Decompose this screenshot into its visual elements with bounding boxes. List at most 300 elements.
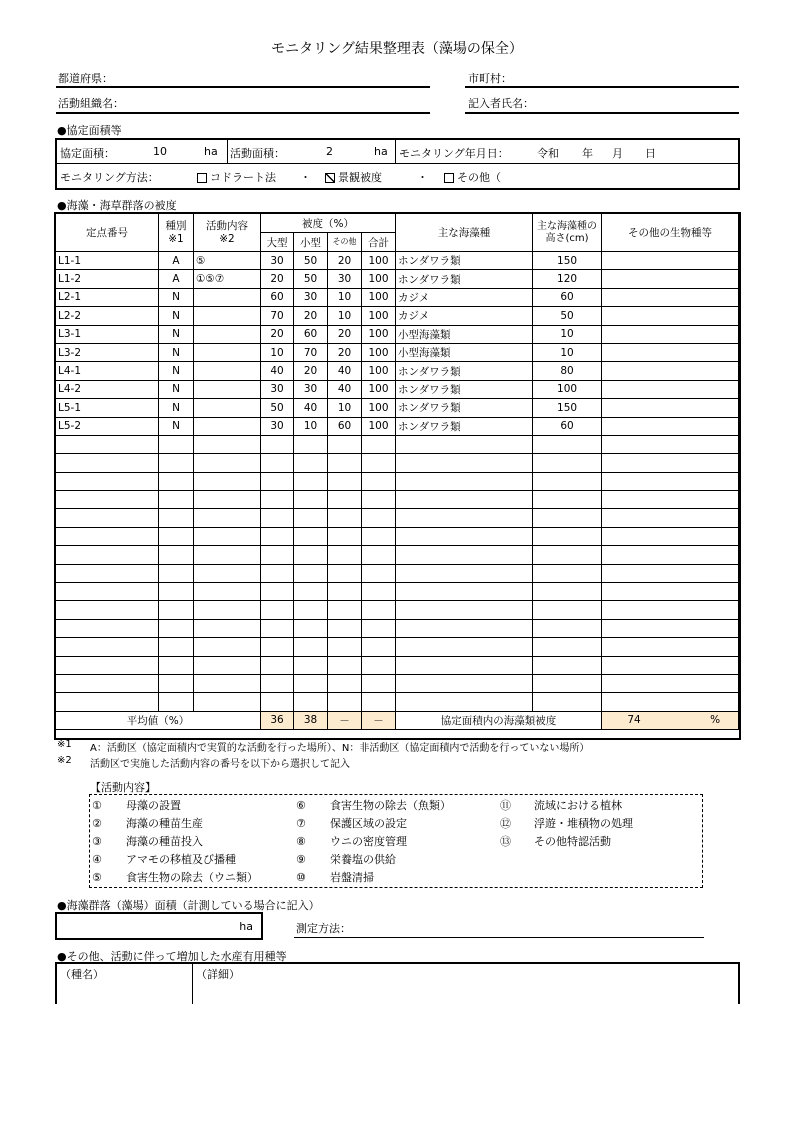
cell-other[interactable] xyxy=(328,564,362,582)
cell-species[interactable] xyxy=(396,693,533,711)
cell-height[interactable]: 60 xyxy=(533,288,602,306)
table-row xyxy=(56,601,739,619)
cell-small[interactable] xyxy=(294,546,328,564)
bed-area-unit: ha xyxy=(239,920,253,933)
cell-total[interactable] xyxy=(362,472,396,490)
cell-species[interactable] xyxy=(396,564,533,582)
cell-total[interactable] xyxy=(362,491,396,509)
cell-height[interactable]: 10 xyxy=(533,343,602,361)
cell-small[interactable] xyxy=(294,527,328,545)
cell-species[interactable] xyxy=(396,583,533,601)
cell-height[interactable] xyxy=(533,693,602,711)
cell-other-species[interactable] xyxy=(602,325,739,343)
year-unit: 年 xyxy=(582,147,593,160)
table-row xyxy=(56,288,739,306)
cell-other[interactable]: 20 xyxy=(328,343,362,361)
cell-total[interactable]: 100 xyxy=(362,307,396,325)
table-row xyxy=(56,546,739,564)
cell-type[interactable] xyxy=(159,491,194,509)
activity-number: ⑧ xyxy=(296,835,306,848)
cell-total[interactable] xyxy=(362,656,396,674)
cell-activity[interactable] xyxy=(194,546,261,564)
cell-other-species[interactable] xyxy=(602,491,739,509)
cell-small[interactable] xyxy=(294,583,328,601)
cell-total[interactable] xyxy=(362,509,396,527)
cell-species[interactable] xyxy=(396,656,533,674)
activity-number: ① xyxy=(92,799,102,812)
cell-species[interactable] xyxy=(396,435,533,453)
cell-total[interactable]: 100 xyxy=(362,288,396,306)
cell-height[interactable] xyxy=(533,583,602,601)
cell-other[interactable] xyxy=(328,546,362,564)
activity-item xyxy=(92,797,258,815)
cell-other[interactable] xyxy=(328,472,362,490)
cell-small[interactable] xyxy=(294,656,328,674)
cell-species[interactable]: ホンダワラ類 xyxy=(396,399,533,417)
cell-species[interactable]: ホンダワラ類 xyxy=(396,417,533,435)
cell-other[interactable]: 30 xyxy=(328,270,362,288)
method-scenic-option[interactable]: 景観被度 xyxy=(325,169,382,185)
cell-height[interactable] xyxy=(533,638,602,656)
col-header-type: 種別 ※1 xyxy=(159,214,194,252)
cell-type[interactable]: N xyxy=(159,325,194,343)
cell-other[interactable] xyxy=(328,693,362,711)
cell-total[interactable] xyxy=(362,546,396,564)
cell-other[interactable]: 40 xyxy=(328,362,362,380)
activity-item xyxy=(500,797,633,815)
cell-other-species[interactable] xyxy=(602,583,739,601)
method-other-option[interactable]: その他（ xyxy=(444,169,501,185)
cell-height[interactable]: 10 xyxy=(533,325,602,343)
cell-activity[interactable] xyxy=(194,693,261,711)
cell-point[interactable] xyxy=(56,472,159,490)
cell-activity[interactable] xyxy=(194,619,261,637)
cell-large[interactable] xyxy=(261,435,294,453)
cell-total[interactable]: 100 xyxy=(362,380,396,398)
cell-type[interactable] xyxy=(159,509,194,527)
cell-type[interactable] xyxy=(159,656,194,674)
cell-total[interactable]: 100 xyxy=(362,399,396,417)
cell-height[interactable]: 120 xyxy=(533,270,602,288)
cell-activity[interactable] xyxy=(194,509,261,527)
cell-other-species[interactable] xyxy=(602,454,739,472)
cell-activity[interactable] xyxy=(194,343,261,361)
cell-other[interactable]: 10 xyxy=(328,399,362,417)
cell-point[interactable]: L1-2 xyxy=(56,270,159,288)
cell-species[interactable] xyxy=(396,638,533,656)
cell-type[interactable]: N xyxy=(159,307,194,325)
cell-small[interactable]: 70 xyxy=(294,343,328,361)
cell-large[interactable] xyxy=(261,638,294,656)
average-total: － xyxy=(362,711,396,729)
cell-other[interactable] xyxy=(328,619,362,637)
cell-total[interactable] xyxy=(362,674,396,692)
cell-large[interactable] xyxy=(261,601,294,619)
cell-other-species[interactable] xyxy=(602,546,739,564)
cell-other-species[interactable] xyxy=(602,674,739,692)
cell-large[interactable] xyxy=(261,491,294,509)
cell-species[interactable] xyxy=(396,472,533,490)
agreement-coverage-unit: % xyxy=(710,714,721,727)
cell-other[interactable] xyxy=(328,656,362,674)
cell-total[interactable]: 100 xyxy=(362,325,396,343)
cell-point[interactable]: L5-2 xyxy=(56,417,159,435)
cell-type[interactable]: N xyxy=(159,417,194,435)
note-2-text: 活動区で実施した活動内容の番号を以下から選択して記入 xyxy=(90,759,350,770)
cell-species[interactable]: ホンダワラ類 xyxy=(396,252,533,270)
cell-type[interactable] xyxy=(159,693,194,711)
cell-other[interactable]: 10 xyxy=(328,307,362,325)
cell-height[interactable]: 100 xyxy=(533,380,602,398)
page-title: モニタリング結果整理表（藻場の保全） xyxy=(271,41,523,57)
cell-total[interactable] xyxy=(362,454,396,472)
checked-checkbox-icon[interactable] xyxy=(325,173,335,183)
cell-other-species[interactable] xyxy=(602,252,739,270)
cell-other-species[interactable] xyxy=(602,619,739,637)
measure-method-field[interactable] xyxy=(294,937,704,938)
cell-point[interactable] xyxy=(56,638,159,656)
cell-activity[interactable] xyxy=(194,491,261,509)
activity-item xyxy=(92,869,258,887)
cell-activity[interactable] xyxy=(194,674,261,692)
detail-label: （詳細） xyxy=(196,968,240,981)
cell-type[interactable]: N xyxy=(159,288,194,306)
cell-large[interactable] xyxy=(261,583,294,601)
cell-large[interactable] xyxy=(261,527,294,545)
cell-activity[interactable]: ①⑤⑦ xyxy=(194,270,261,288)
cell-point[interactable]: L2-1 xyxy=(56,288,159,306)
cell-other-species[interactable] xyxy=(602,564,739,582)
cell-total[interactable] xyxy=(362,435,396,453)
cell-other-species[interactable] xyxy=(602,307,739,325)
cell-height[interactable] xyxy=(533,491,602,509)
col-header-activity: 活動内容 ※2 xyxy=(194,214,261,252)
cell-species[interactable] xyxy=(396,674,533,692)
cell-point[interactable]: L3-1 xyxy=(56,325,159,343)
cell-height[interactable] xyxy=(533,546,602,564)
method-quadrat-option[interactable]: コドラート法 xyxy=(197,169,276,185)
cell-height[interactable] xyxy=(533,674,602,692)
cell-point[interactable] xyxy=(56,693,159,711)
cell-height[interactable]: 60 xyxy=(533,417,602,435)
cell-activity[interactable] xyxy=(194,307,261,325)
cell-large[interactable] xyxy=(261,564,294,582)
cell-other-species[interactable] xyxy=(602,693,739,711)
cell-small[interactable] xyxy=(294,674,328,692)
cell-total[interactable]: 100 xyxy=(362,270,396,288)
col-header-other-species: その他の生物種等 xyxy=(602,214,739,252)
resources-box xyxy=(55,962,740,1004)
cell-other[interactable] xyxy=(328,674,362,692)
cell-species[interactable]: 小型海藻類 xyxy=(396,343,533,361)
cell-large[interactable] xyxy=(261,693,294,711)
cell-large[interactable]: 30 xyxy=(261,380,294,398)
average-other: － xyxy=(328,711,362,729)
cell-other-species[interactable] xyxy=(602,656,739,674)
cell-other-species[interactable] xyxy=(602,472,739,490)
cell-height[interactable] xyxy=(533,435,602,453)
cell-height[interactable] xyxy=(533,472,602,490)
activity-item xyxy=(92,851,258,869)
cell-large[interactable]: 10 xyxy=(261,343,294,361)
cell-type[interactable] xyxy=(159,546,194,564)
cell-other-species[interactable] xyxy=(602,527,739,545)
cell-height[interactable] xyxy=(533,601,602,619)
cell-type[interactable]: A xyxy=(159,252,194,270)
cell-large[interactable]: 20 xyxy=(261,325,294,343)
cell-point[interactable] xyxy=(56,435,159,453)
cell-other[interactable]: 40 xyxy=(328,380,362,398)
cell-other[interactable] xyxy=(328,583,362,601)
cell-activity[interactable] xyxy=(194,472,261,490)
cell-activity[interactable] xyxy=(194,601,261,619)
cell-height[interactable] xyxy=(533,619,602,637)
cell-small[interactable]: 30 xyxy=(294,288,328,306)
cell-large[interactable]: 40 xyxy=(261,362,294,380)
cell-type[interactable] xyxy=(159,435,194,453)
cell-other-species[interactable] xyxy=(602,399,739,417)
cell-large[interactable] xyxy=(261,619,294,637)
cell-other[interactable] xyxy=(328,454,362,472)
cell-total[interactable] xyxy=(362,527,396,545)
cell-other[interactable] xyxy=(328,491,362,509)
cell-other[interactable]: 10 xyxy=(328,288,362,306)
cell-large[interactable]: 20 xyxy=(261,270,294,288)
cell-small[interactable]: 20 xyxy=(294,362,328,380)
cell-other[interactable] xyxy=(328,509,362,527)
cell-activity[interactable] xyxy=(194,325,261,343)
activity-area-value[interactable]: 2 xyxy=(326,145,333,158)
cell-type[interactable]: A xyxy=(159,270,194,288)
cell-height[interactable] xyxy=(533,527,602,545)
cell-species[interactable] xyxy=(396,527,533,545)
cell-large[interactable] xyxy=(261,472,294,490)
cell-point[interactable]: L1-1 xyxy=(56,252,159,270)
cell-other-species[interactable] xyxy=(602,509,739,527)
checkbox-icon[interactable] xyxy=(444,173,454,183)
cell-large[interactable]: 30 xyxy=(261,252,294,270)
cell-type[interactable]: N xyxy=(159,399,194,417)
cell-species[interactable]: カジメ xyxy=(396,307,533,325)
col-header-small: 小型 xyxy=(294,233,328,252)
cell-large[interactable]: 60 xyxy=(261,288,294,306)
cell-species[interactable]: 小型海藻類 xyxy=(396,325,533,343)
table-row xyxy=(56,417,739,435)
coverage-table xyxy=(55,213,739,730)
cell-activity[interactable]: ⑤ xyxy=(194,252,261,270)
cell-other-species[interactable] xyxy=(602,380,739,398)
cell-total[interactable]: 100 xyxy=(362,362,396,380)
cell-small[interactable]: 60 xyxy=(294,325,328,343)
cell-other-species[interactable] xyxy=(602,435,739,453)
cell-activity[interactable] xyxy=(194,417,261,435)
cell-activity[interactable] xyxy=(194,454,261,472)
activity-label: その他特認活動 xyxy=(534,835,611,848)
cell-point[interactable] xyxy=(56,491,159,509)
cell-activity[interactable] xyxy=(194,362,261,380)
cell-species[interactable]: ホンダワラ類 xyxy=(396,362,533,380)
org-field[interactable] xyxy=(56,112,430,114)
cell-small[interactable] xyxy=(294,435,328,453)
prefecture-field[interactable] xyxy=(56,86,430,88)
cell-species[interactable]: カジメ xyxy=(396,288,533,306)
activity-item xyxy=(296,833,451,851)
activity-number: ⑨ xyxy=(296,853,306,866)
cell-other-species[interactable] xyxy=(602,288,739,306)
cell-total[interactable] xyxy=(362,638,396,656)
cell-point[interactable] xyxy=(56,509,159,527)
activity-number: ⑦ xyxy=(296,817,306,830)
cell-other[interactable]: 60 xyxy=(328,417,362,435)
city-field[interactable] xyxy=(465,86,739,88)
cell-type[interactable]: N xyxy=(159,343,194,361)
cell-activity[interactable] xyxy=(194,583,261,601)
cell-species[interactable]: ホンダワラ類 xyxy=(396,380,533,398)
cell-activity[interactable] xyxy=(194,399,261,417)
cell-type[interactable] xyxy=(159,583,194,601)
cell-height[interactable] xyxy=(533,509,602,527)
cell-height[interactable]: 80 xyxy=(533,362,602,380)
cell-point[interactable]: L5-1 xyxy=(56,399,159,417)
cell-type[interactable] xyxy=(159,638,194,656)
cell-species[interactable]: ホンダワラ類 xyxy=(396,270,533,288)
cell-large[interactable] xyxy=(261,546,294,564)
cell-point[interactable] xyxy=(56,656,159,674)
cell-small[interactable] xyxy=(294,619,328,637)
cell-height[interactable]: 150 xyxy=(533,252,602,270)
cell-point[interactable]: L4-2 xyxy=(56,380,159,398)
average-large: 36 xyxy=(261,711,294,729)
cell-other-species[interactable] xyxy=(602,638,739,656)
cell-species[interactable] xyxy=(396,509,533,527)
cell-height[interactable]: 50 xyxy=(533,307,602,325)
cell-point[interactable] xyxy=(56,564,159,582)
cell-type[interactable] xyxy=(159,601,194,619)
cell-other[interactable]: 20 xyxy=(328,325,362,343)
cell-point[interactable] xyxy=(56,601,159,619)
cell-total[interactable] xyxy=(362,564,396,582)
cell-large[interactable]: 30 xyxy=(261,417,294,435)
cell-total[interactable] xyxy=(362,583,396,601)
agreement-coverage-cell[interactable] xyxy=(602,711,739,729)
cell-activity[interactable] xyxy=(194,527,261,545)
cell-activity[interactable] xyxy=(194,435,261,453)
recorder-field[interactable] xyxy=(465,112,739,114)
cell-height[interactable] xyxy=(533,454,602,472)
cell-large[interactable] xyxy=(261,509,294,527)
cell-total[interactable]: 100 xyxy=(362,252,396,270)
cell-total[interactable] xyxy=(362,619,396,637)
cell-small[interactable]: 50 xyxy=(294,252,328,270)
cell-small[interactable] xyxy=(294,509,328,527)
activity-label: 保護区域の設定 xyxy=(330,817,407,830)
cell-point[interactable] xyxy=(56,583,159,601)
cell-type[interactable]: N xyxy=(159,380,194,398)
cell-total[interactable] xyxy=(362,601,396,619)
cell-small[interactable]: 10 xyxy=(294,417,328,435)
cell-type[interactable] xyxy=(159,564,194,582)
cell-other[interactable] xyxy=(328,638,362,656)
cell-point[interactable] xyxy=(56,674,159,692)
cell-small[interactable] xyxy=(294,693,328,711)
cell-total[interactable] xyxy=(362,693,396,711)
cell-small[interactable]: 40 xyxy=(294,399,328,417)
cell-small[interactable] xyxy=(294,601,328,619)
cell-large[interactable] xyxy=(261,674,294,692)
cell-point[interactable] xyxy=(56,619,159,637)
agreement-area-value[interactable]: 10 xyxy=(153,145,167,158)
cell-species[interactable] xyxy=(396,546,533,564)
cell-small[interactable] xyxy=(294,472,328,490)
cell-activity[interactable] xyxy=(194,564,261,582)
cell-other[interactable] xyxy=(328,435,362,453)
note-2-mark: ※2 xyxy=(57,755,72,766)
cell-type[interactable] xyxy=(159,472,194,490)
table-row xyxy=(56,527,739,545)
cell-point[interactable] xyxy=(56,546,159,564)
cell-height[interactable]: 150 xyxy=(533,399,602,417)
cell-large[interactable] xyxy=(261,656,294,674)
bed-area-box[interactable] xyxy=(55,912,263,940)
cell-species[interactable] xyxy=(396,454,533,472)
cell-small[interactable] xyxy=(294,638,328,656)
agreement-coverage-value: 74 xyxy=(627,714,641,727)
cell-species[interactable] xyxy=(396,619,533,637)
cell-type[interactable] xyxy=(159,674,194,692)
cell-species[interactable] xyxy=(396,601,533,619)
cell-point[interactable] xyxy=(56,454,159,472)
cell-point[interactable]: L3-2 xyxy=(56,343,159,361)
cell-other-species[interactable] xyxy=(602,362,739,380)
cell-small[interactable] xyxy=(294,491,328,509)
cell-activity[interactable] xyxy=(194,380,261,398)
cell-small[interactable]: 20 xyxy=(294,307,328,325)
cell-activity[interactable] xyxy=(194,656,261,674)
cell-total[interactable]: 100 xyxy=(362,343,396,361)
agreement-section-title: ●協定面積等 xyxy=(57,124,122,137)
cell-small[interactable] xyxy=(294,564,328,582)
cell-other-species[interactable] xyxy=(602,601,739,619)
checkbox-icon[interactable] xyxy=(197,173,207,183)
cell-activity[interactable] xyxy=(194,638,261,656)
cell-height[interactable] xyxy=(533,656,602,674)
cell-point[interactable]: L2-2 xyxy=(56,307,159,325)
cell-other-species[interactable] xyxy=(602,417,739,435)
cell-type[interactable] xyxy=(159,619,194,637)
cell-total[interactable]: 100 xyxy=(362,417,396,435)
cell-small[interactable] xyxy=(294,454,328,472)
cell-other[interactable] xyxy=(328,601,362,619)
cell-small[interactable]: 50 xyxy=(294,270,328,288)
cell-activity[interactable] xyxy=(194,288,261,306)
cell-other-species[interactable] xyxy=(602,270,739,288)
cell-other[interactable]: 20 xyxy=(328,252,362,270)
cell-point[interactable]: L4-1 xyxy=(56,362,159,380)
table-row xyxy=(56,491,739,509)
cell-large[interactable]: 70 xyxy=(261,307,294,325)
cell-other-species[interactable] xyxy=(602,343,739,361)
cell-large[interactable] xyxy=(261,454,294,472)
cell-large[interactable]: 50 xyxy=(261,399,294,417)
cell-type[interactable] xyxy=(159,527,194,545)
cell-type[interactable]: N xyxy=(159,362,194,380)
cell-point[interactable] xyxy=(56,527,159,545)
cell-species[interactable] xyxy=(396,491,533,509)
cell-type[interactable] xyxy=(159,454,194,472)
cell-height[interactable] xyxy=(533,564,602,582)
cell-small[interactable]: 30 xyxy=(294,380,328,398)
cell-other[interactable] xyxy=(328,527,362,545)
